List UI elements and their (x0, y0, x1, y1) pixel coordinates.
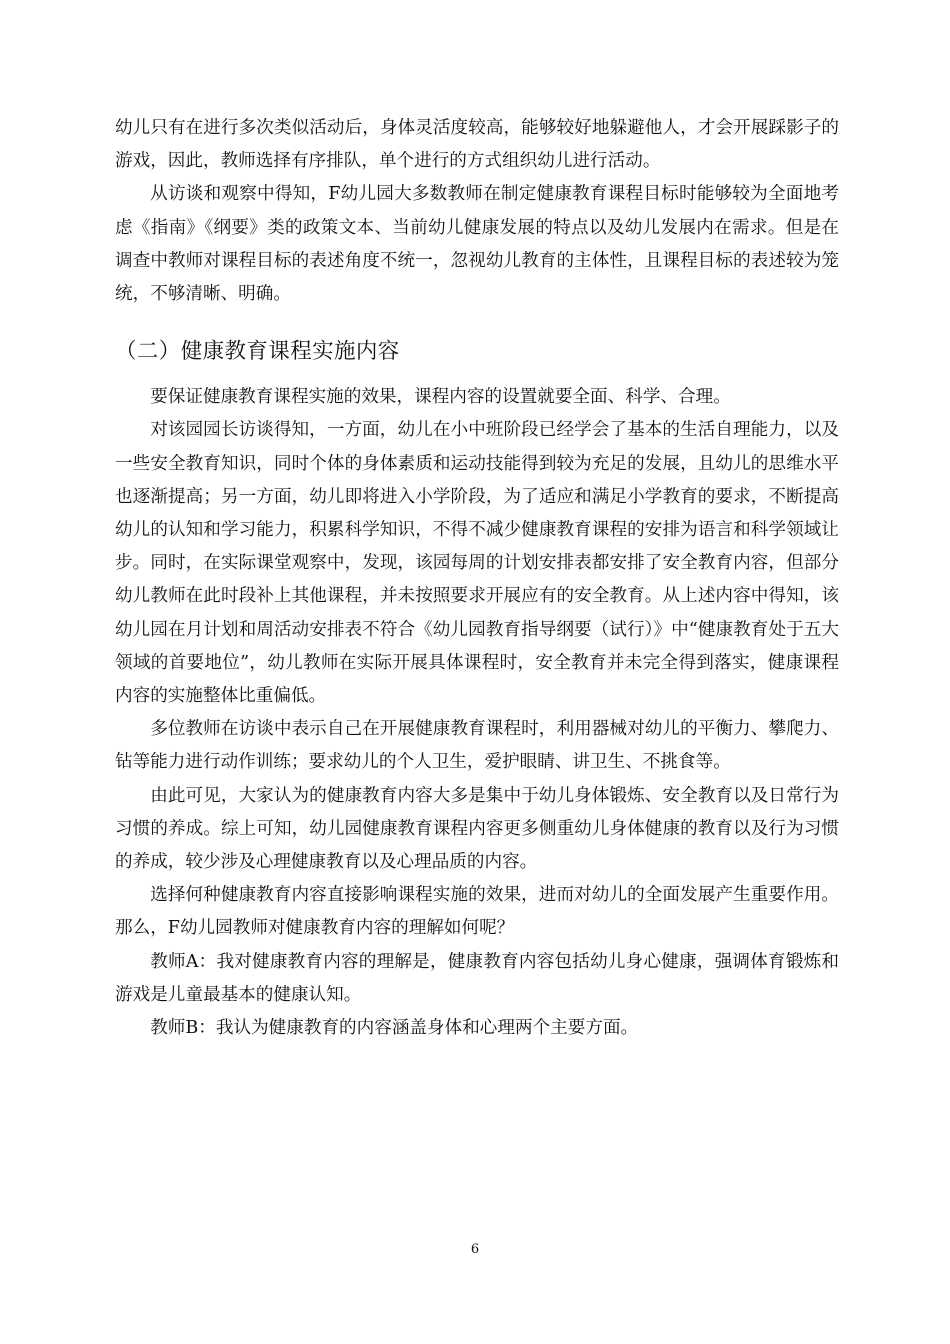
paragraph-director-interview: 对该园园长访谈得知，一方面，幼儿在小中班阶段已经学会了基本的生活自理能力，以及一些安全教育知识，同时个体的身体素质和运动技能得到较为充足的发展，且幼儿的思维水平也逐渐提高；另一方面，幼儿即将进入小学阶段，为了适应和满足小学教育的要求，不断提高幼儿的认知和学习能力，积累科学知识，不得不减少健康教育课程的安排为语言和科学领域让步。同时，在实际课堂观察中，发现，该园每周的计划安排表都安排了安全教育内容，但部分幼儿教师在此时段补上其他课程，并未按照要求开展应有的安全教育。从上述内容中得知，该幼儿园在月计划和周活动安排表不符合《幼儿园教育指导纲要（试行）》中“健康教育处于五大领域的首要地位”，幼儿教师在实际开展具体课程时，安全教育并未完全得到落实，健康课程内容的实施整体比重偏低。 (115, 420, 839, 707)
paragraph-course-goals-summary: 从访谈和观察中得知，F幼儿园大多数教师在制定健康教育课程目标时能够较为全面地考虑《指南》《纲要》类的政策文本、当前幼儿健康发展的特点以及幼儿发展内在需求。但是在调查中教师对课程目标的表述角度不统一，忽视幼儿教育的主体性，且课程目标的表述较为笼统，不够清晰、明确。 (115, 184, 839, 305)
paragraph-teacher-interviews: 多位教师在访谈中表示自己在开展健康教育课程时，利用器械对幼儿的平衡力、攀爬力、钻等能力进行动作训练；要求幼儿的个人卫生，爱护眼睛、讲卫生、不挑食等。 (115, 719, 839, 773)
page-content (115, 112, 839, 1045)
paragraph-question: 选择何种健康教育内容直接影响课程实施的效果，进而对幼儿的全面发展产生重要作用。那么，F幼儿园教师对健康教育内容的理解如何呢？ (115, 885, 839, 939)
paragraph-continued: 幼儿只有在进行多次类似活动后，身体灵活度较高，能够较好地躲避他人，才会开展踩影子的游戏，因此，教师选择有序排队，单个进行的方式组织幼儿进行活动。 (115, 118, 839, 172)
paragraph-content-requirements: 要保证健康教育课程实施的效果，课程内容的设置就要全面、科学、合理。 (150, 387, 731, 408)
section-heading: （二）健康教育课程实施内容 (115, 339, 400, 365)
paragraph-summary: 由此可见，大家认为的健康教育内容大多是集中于幼儿身体锻炼、安全教育以及日常行为习惯的养成。综上可知，幼儿园健康教育课程内容更多侧重幼儿身体健康的教育以及行为习惯的养成，较少涉及心理健康教育以及心理品质的内容。 (115, 785, 839, 873)
page-number: 6 (470, 1242, 480, 1257)
paragraph-teacher-b: 教师B：我认为健康教育的内容涵盖身体和心理两个主要方面。 (150, 1018, 639, 1039)
paragraph-teacher-a: 教师A：我对健康教育内容的理解是，健康教育内容包括幼儿身心健康，强调体育锻炼和游戏是儿童最基本的健康认知。 (115, 951, 839, 1005)
